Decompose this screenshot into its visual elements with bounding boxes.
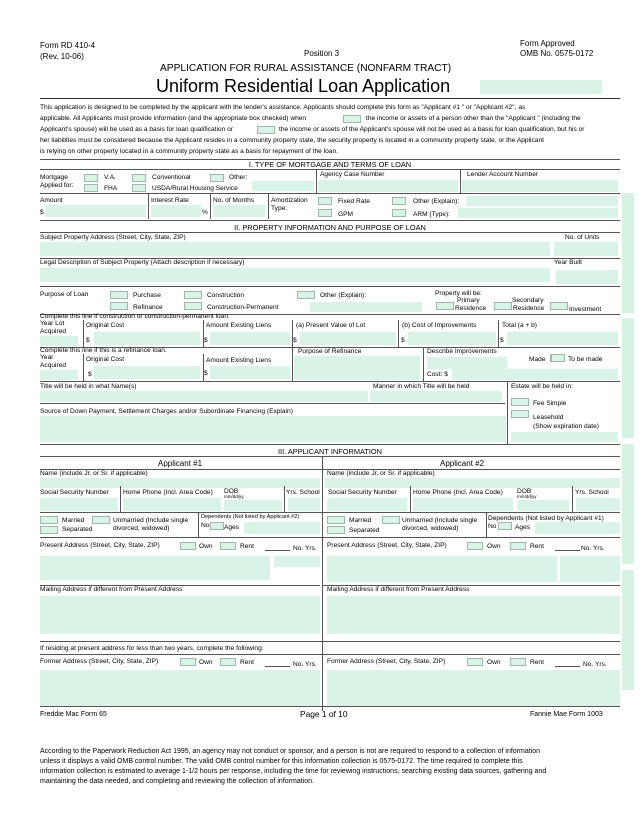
a2-rent-label: Rent [530, 543, 544, 550]
leasehold-expiration-input[interactable] [511, 432, 618, 442]
usda-checkbox[interactable] [132, 184, 146, 192]
divider [555, 550, 580, 551]
a1-dependents-label: Dependents (Not listed by Applicant #2) [201, 514, 300, 520]
fha-checkbox[interactable] [84, 184, 98, 192]
a1-former-rent-checkbox[interactable] [220, 658, 236, 666]
a2-separated-checkbox[interactable] [327, 526, 345, 534]
estate-label: Estate will be held in: [511, 383, 573, 390]
a2-own-label: Own [487, 543, 501, 550]
divider [507, 381, 508, 444]
page-title: Uniform Residential Loan Application [156, 76, 451, 96]
a2-name-label: Name (include Jr. or Sr. if applicable) [327, 470, 435, 477]
a1-own-checkbox[interactable] [180, 542, 196, 550]
a2-name-input[interactable] [325, 478, 620, 488]
divider [40, 641, 620, 642]
original-cost-dollar: $ [86, 337, 90, 344]
fee-simple-checkbox[interactable] [511, 398, 529, 406]
months-input[interactable] [213, 205, 265, 217]
refi-liens-label: Amount Existing Liens [206, 357, 272, 364]
a2-dob-label: DOB [517, 488, 532, 495]
a1-own-label: Own [199, 543, 213, 550]
expiration-label: (Show expiration date) [533, 423, 599, 430]
months-label: No. of Months [213, 197, 255, 204]
a1-unmarried-label: Unmarried (Include single [113, 517, 189, 524]
a2-yrs-school-input[interactable] [576, 498, 620, 511]
other-mortgage-field[interactable] [252, 181, 314, 191]
divider [268, 193, 269, 219]
a1-home-phone-label: Home Phone (Incl. Area Code) [123, 489, 213, 496]
a2-former-own-label: Own [487, 659, 501, 666]
section-1-title: I. TYPE OF MORTGAGE AND TERMS OF LOAN [248, 160, 412, 169]
a2-yrs-input[interactable] [560, 556, 620, 582]
divider [423, 347, 424, 381]
usda-label: USDA/Rural Housing Service [152, 185, 238, 192]
a1-dob-label: DOB [224, 488, 239, 495]
source-input[interactable] [40, 416, 506, 442]
construction-label: Construction [207, 292, 245, 299]
refi-acquired-label: Acquired [40, 362, 67, 369]
present-value-label: (a) Present Value of Lot [296, 322, 366, 329]
divider [83, 354, 84, 381]
fixed-rate-checkbox[interactable] [318, 197, 332, 205]
subject-address-label: Subject Property Address (Street, City, State, ZIP) [40, 234, 186, 241]
improvements-input[interactable] [408, 332, 496, 345]
year-lot-label: Year Lot [40, 320, 65, 327]
divider [210, 193, 211, 219]
a2-dependents-label: Dependents (Not listed by Applicant #1) [488, 515, 604, 522]
original-cost-label: Original Cost [86, 322, 125, 329]
a2-dob-input[interactable] [517, 500, 569, 511]
divider [316, 169, 317, 193]
a2-phone-input[interactable] [413, 498, 513, 511]
pra-line-3: information collection is estimated to average 1-1/2 hours per response, including the time for reviewing instructions, searching existing data sources, gathering and [40, 768, 547, 775]
divider [120, 486, 121, 512]
describe-improvements-input[interactable] [427, 357, 507, 369]
a2-former-own-checkbox[interactable] [467, 658, 483, 666]
applied-for-label: Applied for: [40, 182, 74, 189]
title-held-label: Title will be held in what Name(s) [40, 383, 137, 390]
header-field[interactable] [480, 80, 602, 94]
refi-liens-input[interactable] [210, 366, 290, 379]
year-built-input[interactable] [556, 270, 618, 284]
divider [292, 347, 293, 381]
a2-ssn-label: Social Security Number [328, 489, 397, 496]
a1-rent-label: Rent [240, 543, 254, 550]
a2-married-checkbox[interactable] [327, 516, 345, 524]
divider [40, 193, 620, 194]
a2-ssn-input[interactable] [327, 498, 407, 511]
a2-yrs-school-label: Yrs. School [575, 489, 609, 496]
intro-line-2b: the income or assets of a person other than the "Applicant " (including the [366, 115, 581, 122]
legal-description-label: Legal Description of Subject Property (Attach description if necessary) [40, 259, 245, 266]
a1-ages-label: Ages [224, 524, 240, 531]
purpose-label: Purpose of Loan [40, 291, 89, 298]
divider [148, 193, 149, 219]
secondary-residence-label: Residence [513, 305, 545, 312]
purchase-checkbox[interactable] [110, 291, 128, 299]
acquired-label: Acquired [40, 328, 67, 335]
a1-dob-format: mm/dd/yy [224, 494, 244, 499]
investment-checkbox[interactable] [550, 302, 568, 310]
column-divider [322, 456, 323, 711]
manner-label: Manner in which Title will be held [373, 383, 470, 390]
source-label: Source of Down Payment, Settlement Charges and/or Subordinate Financing (Explain) [40, 408, 293, 415]
side-strip [622, 193, 634, 313]
applicant-1-heading: Applicant #1 [158, 459, 203, 468]
a2-unmarried-label: Unmarried (Include single [402, 517, 478, 524]
divider [40, 654, 620, 655]
title-held-input[interactable] [40, 391, 368, 402]
divider [265, 550, 290, 551]
a1-separated-checkbox[interactable] [40, 526, 58, 534]
a1-ssn-input[interactable] [40, 498, 118, 511]
liens-dollar: $ [204, 337, 208, 344]
lot-liens-input[interactable] [210, 332, 290, 345]
applicant-2-heading: Applicant #2 [440, 459, 485, 468]
secondary-residence-checkbox[interactable] [494, 302, 512, 310]
interest-rate-label: Interest Rate [151, 197, 189, 204]
divider [40, 98, 620, 99]
form-id: Form RD 410-4 [40, 41, 96, 50]
a2-dependents-no-input[interactable] [498, 522, 512, 530]
fha-label: FHA [104, 185, 118, 192]
form-approved: Form Approved [520, 39, 575, 48]
divider [40, 381, 620, 382]
a1-unmarried-checkbox[interactable] [92, 516, 110, 524]
cost-label: Cost: $ [427, 371, 448, 378]
units-input[interactable] [554, 242, 618, 256]
lot-year-input[interactable] [40, 336, 78, 346]
freddie-mac-form: Freddie Mac Form 65 [40, 711, 107, 718]
divider [555, 666, 580, 667]
other-person-income-checkbox[interactable] [343, 115, 361, 123]
intro-line-2a: applicable. All Applicants must provide information (and the appropriate box checked) when [40, 115, 307, 122]
divider [40, 537, 620, 538]
form-position: Position 3 [304, 49, 340, 58]
a1-former-yrs-label: No. Yrs. [293, 661, 317, 668]
pra-line-4: maintaining the data needed, and completing and reviewing the collection of information. [40, 778, 314, 785]
legal-description-input[interactable] [40, 268, 550, 282]
a1-ssn-label: Social Security Number [40, 489, 109, 496]
to-be-made-checkbox[interactable] [551, 354, 565, 362]
divider [40, 706, 620, 707]
describe-improvements-label: Describe Improvements [427, 348, 497, 355]
refi-year-label: Year [40, 354, 54, 361]
amount-dollar: $ [40, 209, 44, 216]
conventional-label: Conventional [152, 174, 191, 181]
lender-account-label: Lender Account Number [467, 171, 539, 178]
form-subtitle: APPLICATION FOR RURAL ASSISTANCE (NONFARM TRACT) [160, 63, 452, 74]
a1-former-own-label: Own [199, 659, 213, 666]
present-value-input[interactable] [300, 332, 396, 345]
va-label: V.A. [104, 174, 116, 181]
other-amort-input[interactable] [466, 196, 618, 206]
side-strip [622, 318, 634, 438]
form-rev: (Rev. 10-06) [40, 52, 84, 61]
a1-mailing-input[interactable] [40, 596, 320, 634]
a2-rent-checkbox[interactable] [510, 542, 526, 550]
a1-dependents-no-input[interactable] [210, 522, 224, 530]
a1-ages-input[interactable] [244, 522, 320, 534]
other-mortgage-checkbox[interactable] [210, 174, 224, 182]
total-label: Total (a + b) [502, 322, 537, 329]
a1-yrs-input[interactable] [274, 556, 320, 567]
improvements-dollar: $ [401, 337, 405, 344]
divider [460, 169, 461, 193]
percent-sign: % [202, 209, 208, 216]
intro-line-3a: Applicant's spouse) will be used as a basis for loan qualification or [40, 126, 233, 133]
page-number: Page 1 of 10 [300, 709, 348, 719]
refinance-line-label: Complete this line if this is a refinance loan. [40, 347, 167, 354]
agency-case-label: Agency Case Number [320, 171, 385, 178]
a1-rent-checkbox[interactable] [220, 542, 236, 550]
existing-liens-label: Amount Existing Liens [206, 322, 272, 329]
a2-separated-label: Separated [349, 527, 380, 534]
divider [40, 403, 505, 404]
divider [40, 444, 620, 445]
a1-married-checkbox[interactable] [40, 516, 58, 524]
a2-dependents-no-label: No [488, 523, 497, 530]
other-label: Other: [229, 174, 248, 181]
a2-dob-format: mm/dd/yy [517, 494, 537, 499]
divider [398, 320, 399, 347]
divider [40, 220, 620, 221]
side-strip [622, 444, 634, 564]
fixed-rate-label: Fixed Rate [338, 198, 370, 205]
gpm-label: GPM [338, 211, 354, 218]
refinance-checkbox[interactable] [110, 302, 128, 310]
side-strip [622, 570, 634, 690]
intro-line-5: is relying on other property located in a community property state as a basis for repayment of the loan. [40, 148, 338, 155]
arm-checkbox[interactable] [392, 209, 406, 217]
divider [40, 512, 620, 513]
a2-former-yrs-label: No. Yrs. [583, 661, 607, 668]
divider [40, 286, 620, 287]
a1-present-address-label: Present Address (Street, City, State, ZIP) [40, 542, 160, 549]
to-be-made-label: To be made [568, 356, 603, 363]
a2-married-label: Married [349, 517, 372, 524]
divider [572, 486, 573, 512]
other-explain-label: Other (Explain): [413, 198, 460, 205]
a1-former-rent-label: Rent [240, 659, 254, 666]
divider [40, 232, 620, 233]
a1-dob-input[interactable] [224, 500, 282, 511]
a1-yrs-school-label: Yrs. School [286, 489, 320, 496]
a1-former-address-input[interactable] [40, 670, 320, 706]
year-built-label: Year Built [554, 259, 582, 266]
divider [40, 169, 620, 170]
refi-liens-dollar: $ [204, 370, 208, 377]
units-label: No. of Units [565, 234, 600, 241]
a2-present-address-label: Present Address (Street, City, State, ZIP) [327, 542, 447, 549]
construction-perm-checkbox[interactable] [184, 302, 202, 310]
divider [486, 512, 487, 537]
lot-original-cost-input[interactable] [94, 332, 200, 345]
leasehold-checkbox[interactable] [511, 410, 529, 418]
a1-divorced-label: divorced, widowed) [113, 525, 170, 532]
intro-line-4: her liabilities must be considered because the Applicant resides in a community property state, the security property is located in a community property state, or the Applicant [40, 137, 544, 144]
investment-label: Investment [569, 306, 602, 313]
other-purpose-label: Other (Explain): [320, 292, 367, 299]
a2-former-rent-checkbox[interactable] [510, 658, 526, 666]
spouse-liabilities-checkbox[interactable] [257, 126, 275, 134]
a2-divorced-label: divorced, widowed) [402, 525, 459, 532]
divider [410, 486, 411, 512]
a2-ages-label: Ages [515, 524, 531, 531]
a2-unmarried-checkbox[interactable] [382, 516, 400, 524]
property-will-be-label: Property will be: [435, 290, 482, 297]
a1-mailing-label: Mailing Address if different from Present Address [40, 586, 183, 593]
other-purpose-input[interactable] [310, 302, 422, 312]
divider [198, 512, 199, 537]
improvement-cost-input[interactable] [452, 369, 618, 380]
purpose-refi-label: Purpose of Refinance [298, 348, 362, 355]
refinance-label: Refinance [133, 304, 163, 311]
mortgage-label: Mortgage [40, 174, 68, 181]
a1-separated-label: Separated [62, 526, 93, 533]
total-dollar: $ [500, 337, 504, 344]
a1-former-address-label: Former Address (Street, City, State, ZIP) [40, 658, 159, 665]
lender-account-input[interactable] [462, 180, 618, 192]
a2-former-address-input[interactable] [327, 670, 620, 706]
a1-dependents-no-label: No [201, 522, 210, 529]
amount-label: Amount [40, 197, 63, 204]
divider [40, 456, 620, 457]
pra-line-1: According to the Paperwork Reduction Act 1995, an agency may not conduct or sponsor, and a person is not are required to respond to a collection of information [40, 748, 541, 755]
divider [265, 666, 290, 667]
subject-address-input[interactable] [40, 242, 550, 256]
refi-original-cost-label: Original Cost [86, 356, 125, 363]
primary-label: Primary [457, 297, 480, 304]
a2-own-checkbox[interactable] [467, 542, 483, 550]
purpose-refi-input[interactable] [294, 356, 420, 380]
residing-note: If residing at present address for less than two years, complete the following: [40, 645, 264, 652]
amortization-label: Amortization [271, 197, 308, 204]
refi-cost-dollar: $ [88, 371, 92, 378]
a1-present-address-input[interactable] [40, 556, 270, 580]
a2-home-phone-label: Home Phone (Incl. Area Code) [413, 489, 503, 496]
construction-checkbox[interactable] [184, 291, 202, 299]
fannie-mae-form: Fannie Mae Form 1003 [530, 711, 603, 718]
amount-input[interactable] [46, 205, 146, 217]
fee-simple-label: Fee Simple [533, 400, 567, 407]
primary-residence-checkbox[interactable] [436, 302, 454, 310]
a1-married-label: Married [62, 517, 85, 524]
purchase-label: Purchase [133, 292, 161, 299]
pra-line-2: unless it displays a valid OMB control number. The valid OMB control number for this information collection is 0575-0172. The time required to complete this [40, 758, 523, 765]
a1-no-yrs-label: No. Yrs. [293, 545, 317, 552]
gpm-checkbox[interactable] [318, 209, 332, 217]
a2-former-address-label: Former Address (Street, City, State, ZIP) [327, 658, 446, 665]
amortization-type-label: Type: [271, 205, 288, 212]
a1-name-label: Name (include Jr. or Sr. if applicable) [40, 470, 148, 477]
a2-former-rent-label: Rent [530, 659, 544, 666]
conventional-checkbox[interactable] [132, 174, 146, 182]
a1-former-own-checkbox[interactable] [180, 658, 196, 666]
improvements-label: (b) Cost of Improvements [402, 322, 477, 329]
divider [83, 320, 84, 347]
divider [498, 320, 499, 347]
manner-input[interactable] [370, 391, 502, 402]
secondary-label: Secondary [512, 297, 544, 304]
va-checkbox[interactable] [84, 174, 98, 182]
refi-year-input[interactable] [40, 370, 78, 380]
other-amort-checkbox[interactable] [392, 197, 406, 205]
a1-yrs-school-input[interactable] [288, 498, 320, 511]
arm-type-input[interactable] [458, 208, 618, 218]
total-input[interactable] [507, 332, 618, 345]
a2-ages-input[interactable] [535, 522, 620, 534]
intro-line-3b: the income or assets of the Applicant's spouse will not be used as a basis for loan qualification, but his or [279, 126, 585, 133]
interest-rate-input[interactable] [151, 205, 201, 217]
a1-name-input[interactable] [40, 478, 320, 488]
section-2-title: II. PROPERTY INFORMATION AND PURPOSE OF LOAN [234, 223, 426, 232]
a2-present-address-input[interactable] [327, 556, 557, 582]
primary-residence-label: Residence [455, 305, 487, 312]
arm-label: ARM (Type): [413, 211, 451, 218]
refi-original-cost-input[interactable] [94, 366, 200, 379]
leasehold-label: Leasehold [533, 414, 564, 421]
intro-line-1: This application is designed to be completed by the applicant with the lender's assistance. Applicants should complete this form as "Applicant #1 " or "Applicant #2", as [40, 104, 526, 111]
omb-number: OMB No. 0575-0172 [520, 49, 594, 58]
section-3-title: III. APPLICANT INFORMATION [277, 447, 383, 456]
present-value-dollar: $ [293, 337, 297, 344]
a2-mailing-label: Mailing Address if different from Present Address [327, 586, 470, 593]
other-purpose-checkbox[interactable] [297, 291, 315, 299]
construction-perm-label: Construction-Permanent [207, 304, 279, 311]
agency-case-input[interactable] [318, 180, 458, 192]
a2-mailing-input[interactable] [327, 596, 620, 634]
made-label: Made [529, 356, 546, 363]
a2-no-yrs-label: No. Yrs. [581, 545, 605, 552]
construction-line-label: Complete this line if construction or construction-permanent loan. [40, 313, 230, 320]
divider [284, 486, 285, 512]
a1-phone-input[interactable] [123, 498, 221, 511]
